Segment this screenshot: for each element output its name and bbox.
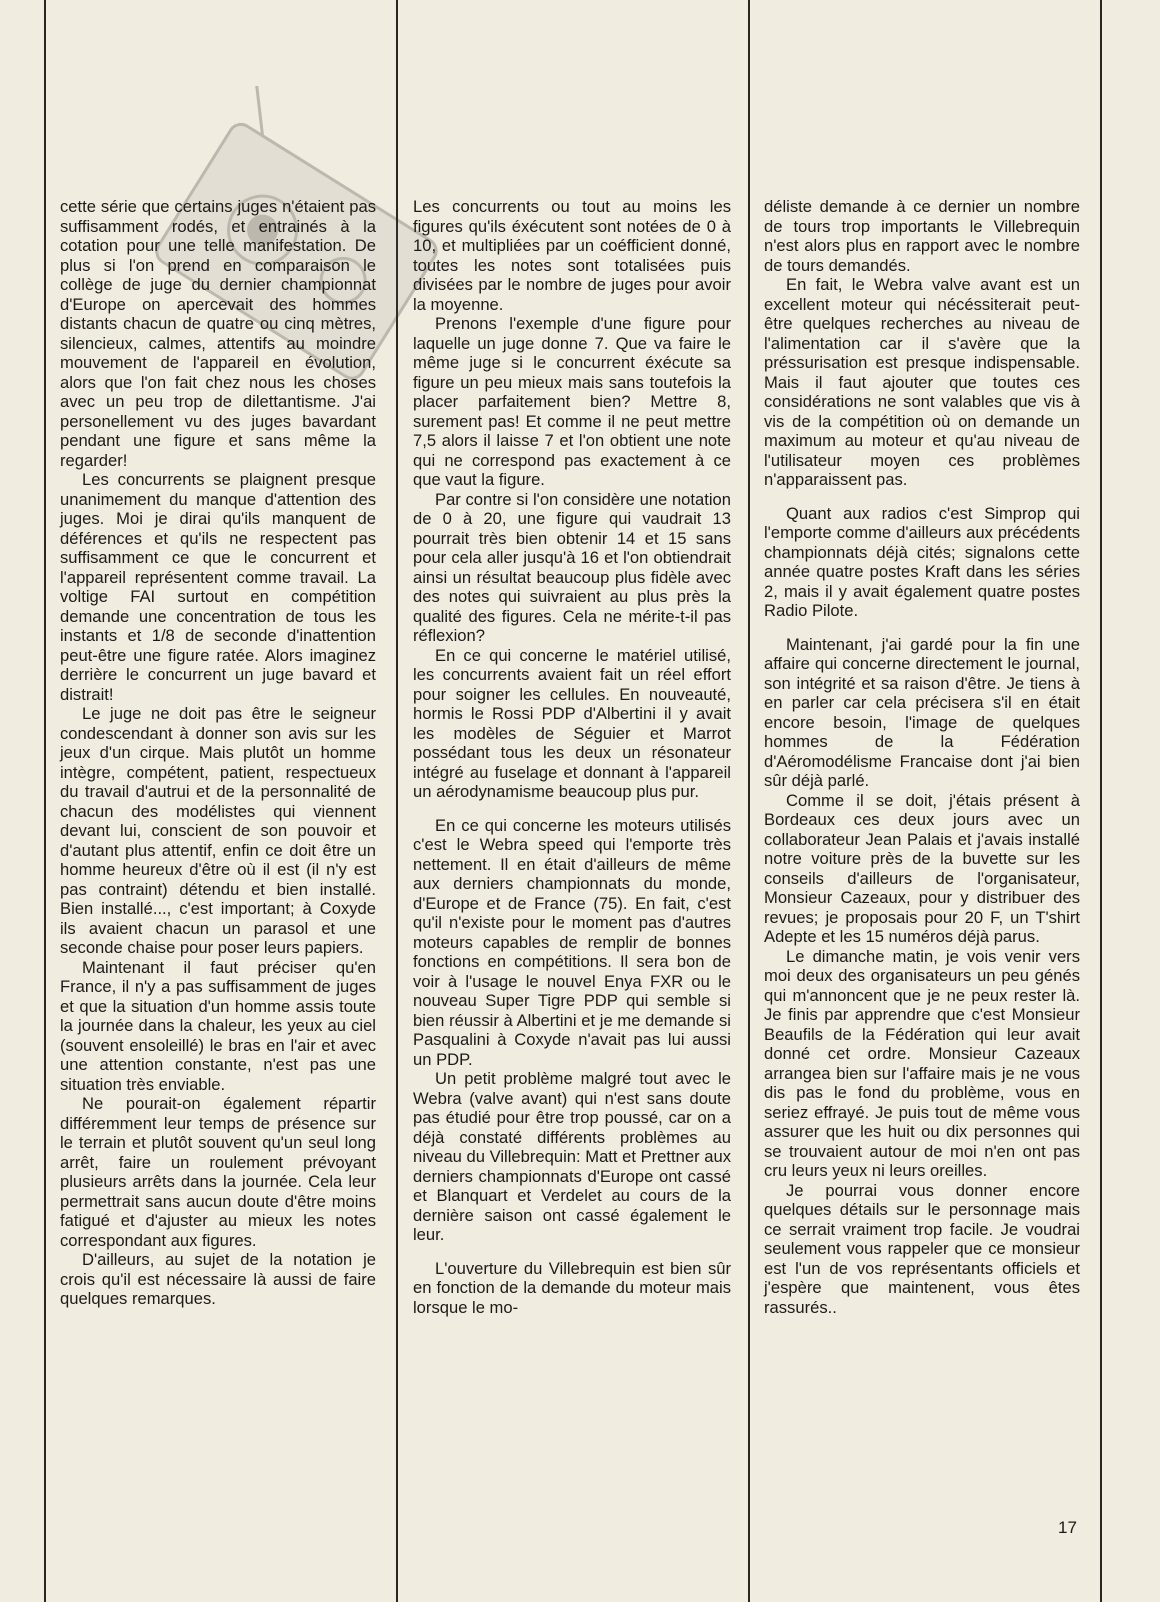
paragraph: L'ouverture du Villebrequin est bien sûr en fonction de la demande du moteur mais lorsque le mo-: [413, 1258, 731, 1317]
paragraph: En fait, le Webra valve avant est un excellent moteur qui nécéssiterait peut-être quelques recherches au niveau de l'alimentation car il s'avère que la préssurisation est presque indispensable. Mais il faut ajouter que toutes ces considérations ne sont valables que vis à vis de la compétition où on demande un maximum au moteur et qu'au niveau de l'utilisateur moyen ces problèmes n'apparaissent pas.: [764, 275, 1080, 489]
paragraph: Quant aux radios c'est Simprop qui l'emporte comme d'ailleurs aux précédents championnats déjà cités; signalons cette année quatre postes Kraft dans les séries 2, mais il y avait également quatre postes Radio Pilote.: [764, 503, 1080, 620]
article-column-1: [60, 197, 376, 1309]
column-rule-right: [1100, 0, 1102, 1602]
paragraph: D'ailleurs, au sujet de la notation je crois qu'il est nécessaire là aussi de faire quelques remarques.: [60, 1250, 376, 1308]
article-column-2: [413, 197, 731, 1317]
paragraph: Le juge ne doit pas être le seigneur condescendant à donner son avis sur les jeux d'un cirque. Mais plutôt un homme intègre, compétent, patient, respectueux du travail d'autrui et de la personnalité de chacun des modélistes qui viennent devant lui, conscient de son pouvoir et d'autant plus attentif, enfin ce doit être un homme heureux d'être où il est (il n'y est pas contraint) détendu et bien installé. Bien installé..., c'est important; à Coxyde ils avaient chacun un parasol et une seconde chaise pour poser leurs papiers.: [60, 704, 376, 957]
paragraph: En ce qui concerne les moteurs utilisés c'est le Webra speed qui l'emporte très nettement. Il en était d'ailleurs de même aux derniers championnats du monde, d'Europe et de France (75). En fait, c'est qu'il n'existe pour le moment pas d'autres moteurs capables de remplir de bonnes fonctions en compétitions. Il sera bon de voir à l'usage le nouvel Enya FXR ou le nouveau Super Tigre PDP qui semble si bien réussir à Albertini et je me demande si Pasqualini à Coxyde n'avait pas lui aussi un PDP.: [413, 815, 731, 1069]
paragraph: Je pourrai vous donner encore quelques détails sur le personnage mais ce serrait vraiment trop facile. Je voudrai seulement vous rappeler que ce monsieur est l'un de vos représentants officiels et j'espère que maintenent, vous êtes rassurés..: [764, 1180, 1080, 1317]
paragraph: Les concurrents ou tout au moins les figures qu'ils éxécutent sont notées de 0 à 10, et multipliées par un coéfficient donné, toutes les notes sont totalisées puis divisées par le nombre de juges pour avoir la moyenne.: [413, 197, 731, 314]
column-rule-middle-right: [748, 0, 750, 1602]
paragraph: Ne pourait-on également répartir différemment leur temps de présence sur le terrain et plutôt souvent qu'un seul long arrêt, faire un roulement prévoyant plusieurs arrêts dans la journée. Cela leur permettrait sans aucun doute d'être moins fatigué et d'ajuster au mieux les notes correspondant aux figures.: [60, 1094, 376, 1250]
paragraph: Un petit problème malgré tout avec le Webra (valve avant) qui n'est sans doute pas étudié pour être trop poussé, car on a déjà constaté différents problèmes au niveau du Villebrequin: Matt et Prettner aux derniers championnats d'Europe ont cassé et Blanquart et Verdelet au cours de la dernière saison ont cassé également le leur.: [413, 1069, 731, 1244]
column-rule-left: [44, 0, 46, 1602]
paragraph: Prenons l'exemple d'une figure pour laquelle un juge donne 7. Que va faire le même juge si le concurrent éxécute sa figure un peu mieux mais sans toutefois la placer parfaitement bien? Mettre 8, surement pas! Et comme il ne peut mettre 7,5 alors il laisse 7 et l'on obtient une note qui ne correspond pas exactement à ce que vaut la figure.: [413, 314, 731, 489]
page-number: 17: [1058, 1518, 1077, 1537]
article-column-3: [764, 197, 1080, 1317]
paragraph: En ce qui concerne le matériel utilisé, les concurrents avaient fait un réel effort pour soigner les cellules. En nouveauté, hormis le Rossi PDP d'Albertini il y avait les modèles de Séguier et Marrot possédant tous les deux un résonateur intégré au fuselage et donnant à l'appareil un aérodynamisme beaucoup plus pur.: [413, 645, 731, 801]
paragraph: Comme il se doit, j'étais présent à Bordeaux ces deux jours avec un collaborateur Jean Palais et j'avais installé notre voiture près de la buvette sur les conseils d'ailleurs de l'organisateur, Monsieur Cazeaux, pour y distribuer des revues; je proposais pour 20 F, un T'shirt Adepte et les 15 numéros déjà parus.: [764, 790, 1080, 946]
paragraph: Maintenant il faut préciser qu'en France, il n'y a pas suffisamment de juges et que la situation d'un homme assis toute la journée dans la chaleur, les yeux au ciel (souvent ensoleillé) le bras en l'air et avec une attention constante, n'est pas une situation très enviable.: [60, 957, 376, 1094]
paragraph: Les concurrents se plaignent presque unanimement du manque d'attention des juges. Moi je dirai qu'ils manquent de déférences et qu'ils ne respectent pas suffisamment ce que le concurrent et l'appareil représentent comme travail. La voltige FAI surtout en compétition demande une concentration de tous les instants et 1/8 de seconde d'inattention peut-être une figure ratée. Alors imaginez derrière le concurrent un juge bavard et distrait!: [60, 470, 376, 704]
paragraph: Par contre si l'on considère une notation de 0 à 20, une figure qui vaudrait 13 pourrait très bien obtenir 14 et 15 sans pour cela aller jusqu'à 16 et l'on obtiendrait ainsi un résultat beaucoup plus fidèle avec des notes qui suivraient au plus près la qualité des figures. Cela ne mérite-t-il pas réflexion?: [413, 489, 731, 645]
paragraph: Maintenant, j'ai gardé pour la fin une affaire qui concerne directement le journal, son intégrité et sa raison d'être. Je tiens à en parler car cela précisera s'il en était encore besoin, l'image de quelques hommes de la Fédération d'Aéromodélisme Francaise dont j'ai bien sûr déjà parlé.: [764, 634, 1080, 790]
paragraph: cette série que certains juges n'étaient pas suffisamment rodés, et entrainés à la cotation pour une telle manifestation. De plus si l'on prend en comparaison le collège de juge du dernier championnat d'Europe on apercevait des hommes distants chacun de quatre ou cinq mètres, silencieux, calmes, attentifs au moindre mouvement de l'appareil en évolution, alors que l'on fait chez nous les choses avec un peu trop de dilettantisme. J'ai personellement vu des juges bavardant pendant une figure et sans même la regarder!: [60, 197, 376, 470]
paragraph: déliste demande à ce dernier un nombre de tours trop importants le Villebrequin n'est alors plus en rapport avec le nombre de tours demandés.: [764, 197, 1080, 275]
paragraph: Le dimanche matin, je vois venir vers moi deux des organisateurs un peu génés qui m'annoncent que je ne peux rester là. Je finis par apprendre que c'est Monsieur Beaufils de la Fédération qui leur avait donné cet ordre. Monsieur Cazeaux arrangea bien sur l'affaire mais je ne vous dis pas le fond du problème, vous en seriez effrayé. Je puis tout de même vous assurer que les huit ou dix personnes qui se trouvaient autour de moi n'en ont pas cru leurs yeux ni leurs oreilles.: [764, 946, 1080, 1180]
column-rule-middle-left: [396, 0, 398, 1602]
